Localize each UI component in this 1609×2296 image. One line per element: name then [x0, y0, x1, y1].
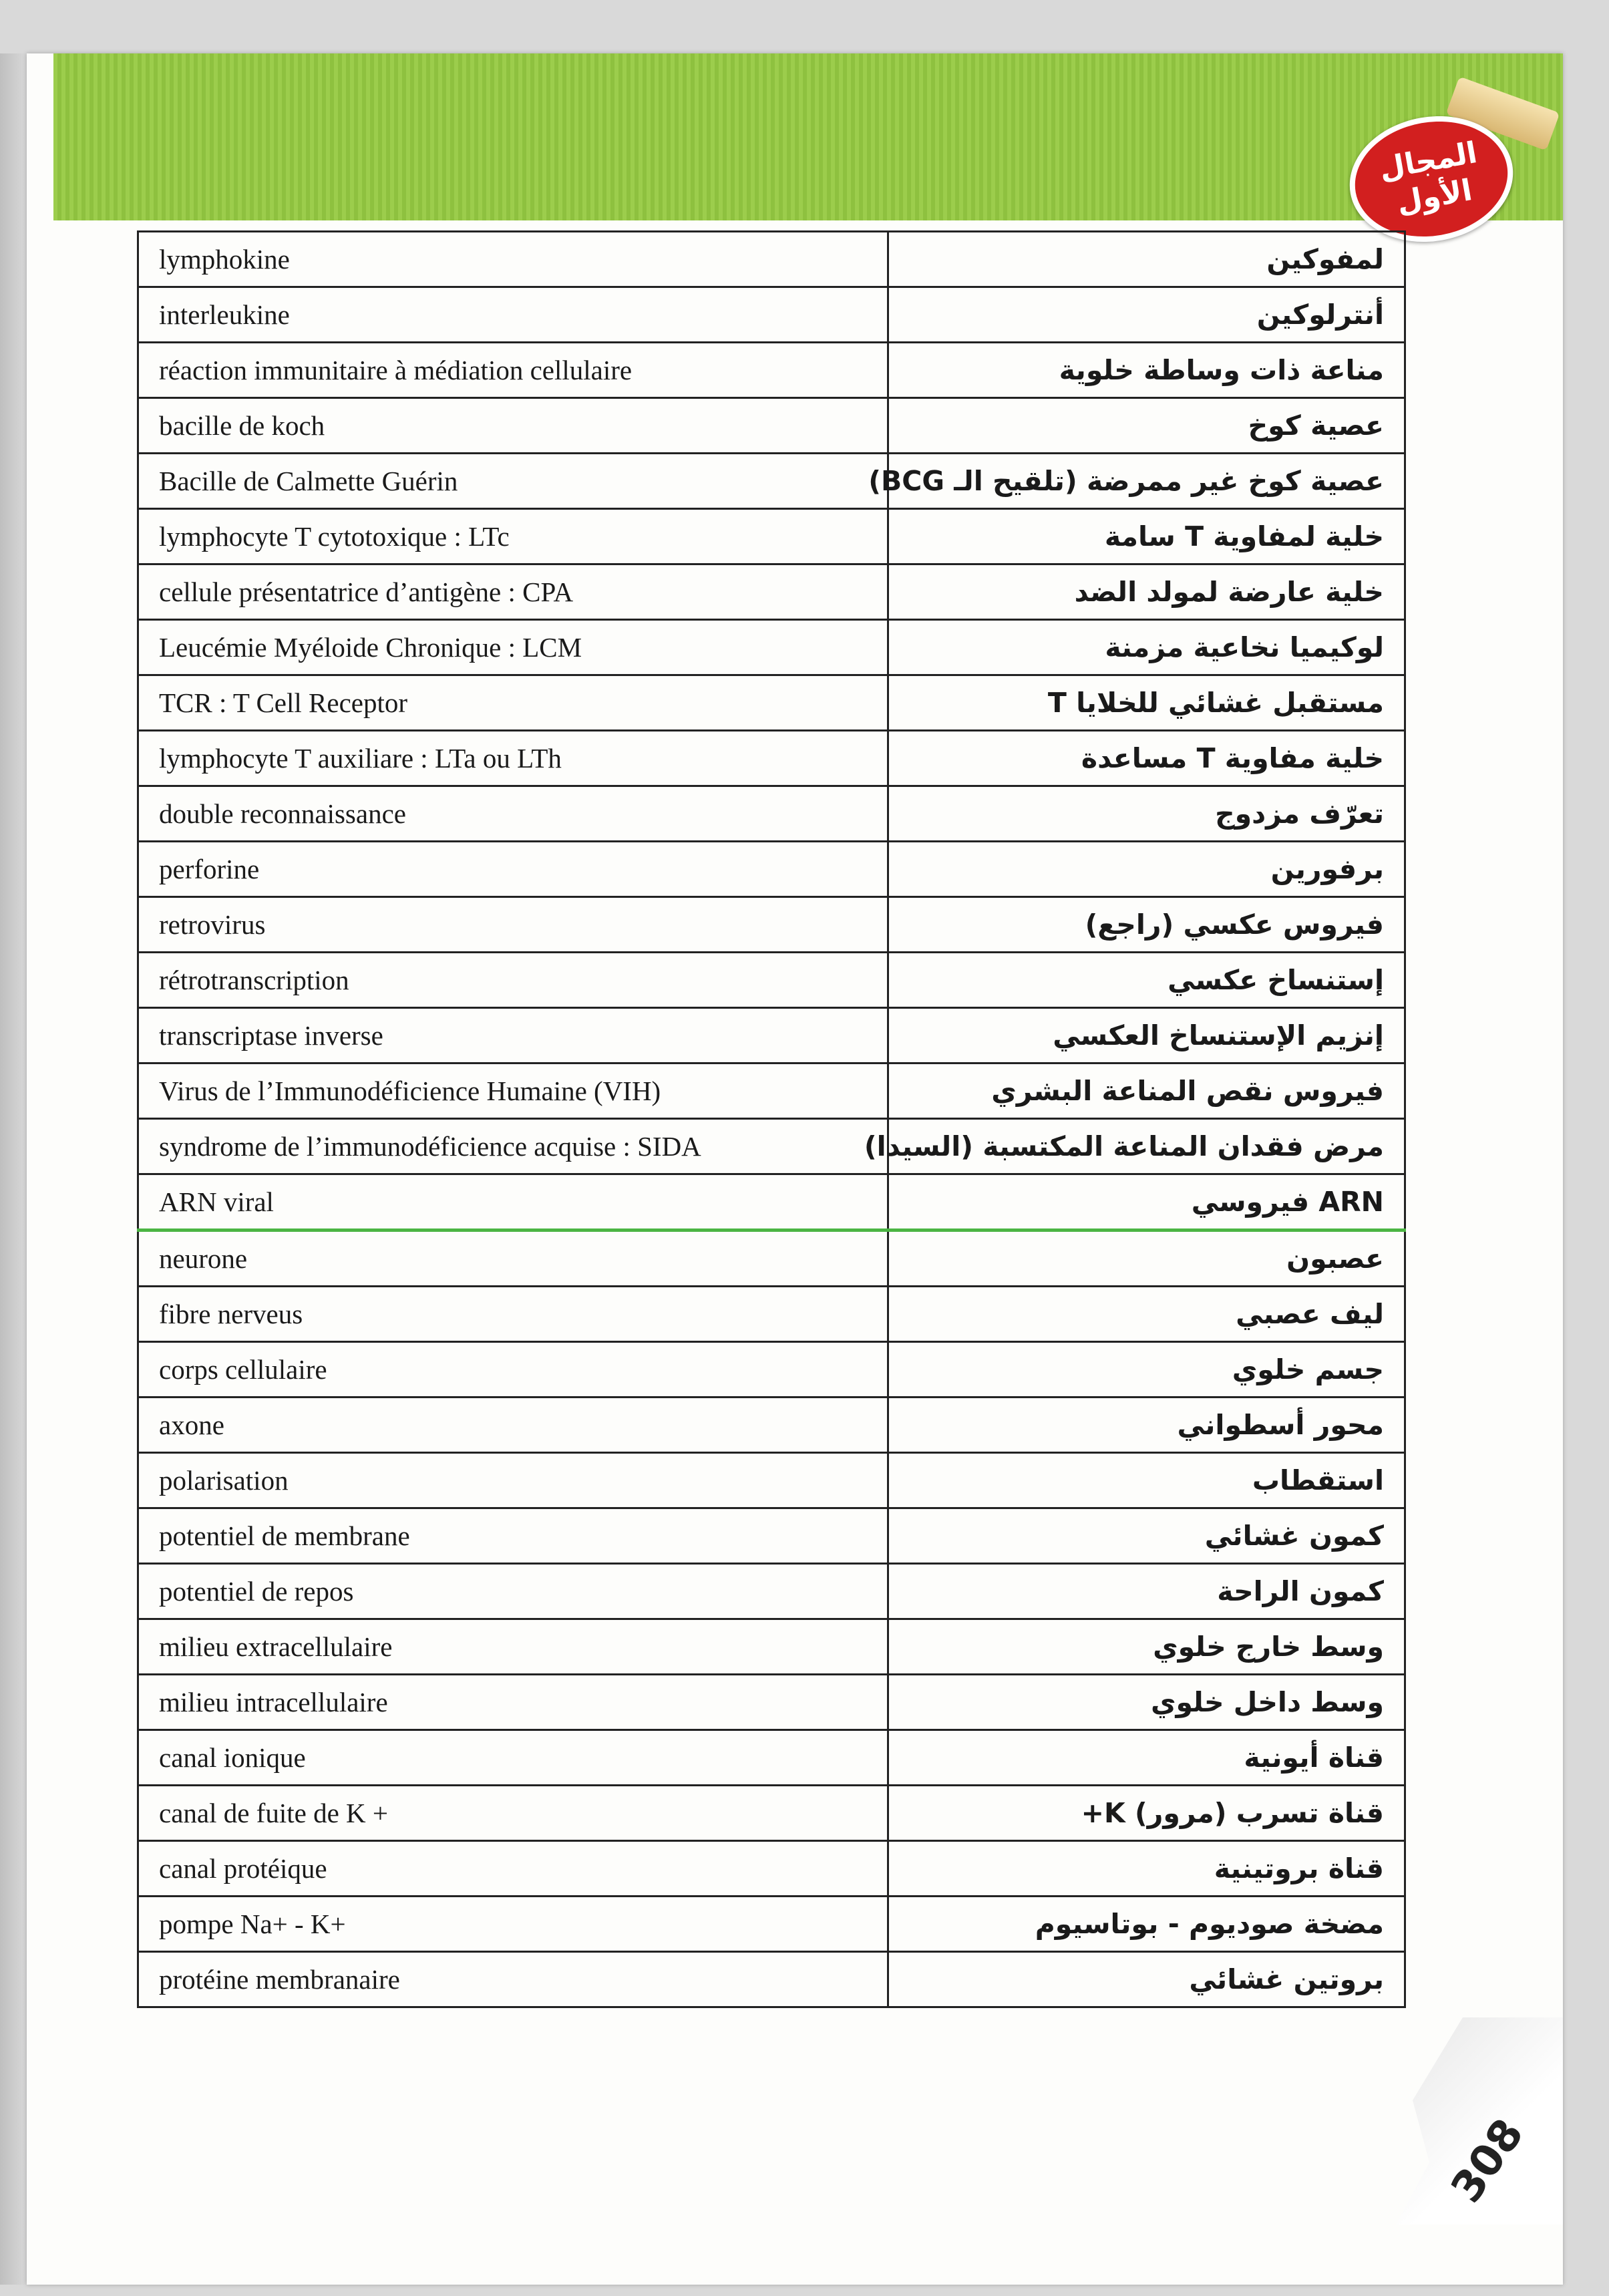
table-row [138, 1453, 1405, 1508]
table-row [138, 343, 1405, 398]
arabic-term: مناعة ذات وساطة خلوية [888, 343, 1405, 398]
table-row [138, 1730, 1405, 1786]
french-term: bacille de koch [138, 398, 888, 454]
french-term: rétrotranscription [138, 953, 888, 1008]
french-term: retrovirus [138, 897, 888, 953]
table-row [138, 398, 1405, 454]
french-term: canal ionique [138, 1730, 888, 1786]
table-row [138, 1063, 1405, 1119]
arabic-term: مضخة صوديوم - بوتاسيوم [888, 1897, 1405, 1952]
arabic-term: قناة تسرب (مرور) K+ [888, 1786, 1405, 1841]
table-row [138, 232, 1405, 287]
arabic-term: عصية كوخ [888, 398, 1405, 454]
badge-line-2: الأول [1394, 173, 1475, 220]
table-row [138, 1231, 1405, 1287]
french-term: milieu intracellulaire [138, 1675, 888, 1730]
arabic-term: خلية مفاوية T مساعدة [888, 731, 1405, 786]
page-number: 308 [1441, 2110, 1534, 2212]
french-term: réaction immunitaire à médiation cellulaire [138, 343, 888, 398]
table-row [138, 620, 1405, 675]
arabic-term: فيروس نقص المناعة البشري [888, 1063, 1405, 1119]
arabic-term: إنزيم الإستنساخ العكسي [888, 1008, 1405, 1063]
arabic-term: وسط داخل خلوي [888, 1675, 1405, 1730]
table-row [138, 1508, 1405, 1564]
table-row [138, 1174, 1405, 1231]
arabic-term: محور أسطواني [888, 1398, 1405, 1453]
french-term: potentiel de repos [138, 1564, 888, 1619]
french-term: lymphocyte T cytotoxique : LTc [138, 509, 888, 564]
table-row [138, 953, 1405, 1008]
table-row [138, 1564, 1405, 1619]
french-term: canal protéique [138, 1841, 888, 1897]
arabic-term: برفورين [888, 842, 1405, 897]
table-row [138, 1008, 1405, 1063]
table-row [138, 731, 1405, 786]
arabic-term: استقطاب [888, 1453, 1405, 1508]
french-term: Leucémie Myéloide Chronique : LCM [138, 620, 888, 675]
arabic-term: مستقبل غشائي للخلايا T [888, 675, 1405, 731]
table-row [138, 1287, 1405, 1342]
french-term: TCR : T Cell Receptor [138, 675, 888, 731]
arabic-term: خلية عارضة لمولد الضد [888, 564, 1405, 620]
table-row [138, 897, 1405, 953]
table-row [138, 1398, 1405, 1453]
arabic-term: إستنساخ عكسي [888, 953, 1405, 1008]
french-term: canal de fuite de K + [138, 1786, 888, 1841]
french-term: axone [138, 1398, 888, 1453]
french-term: Bacille de Calmette Guérin [138, 454, 888, 509]
arabic-term: لوكيميا نخاعية مزمنة [888, 620, 1405, 675]
table-row [138, 1952, 1405, 2007]
arabic-term: فيروس عكسي (راجع) [888, 897, 1405, 953]
badge-line-1: المجال [1377, 135, 1480, 186]
table-row [138, 1119, 1405, 1174]
french-term: pompe Na+ - K+ [138, 1897, 888, 1952]
arabic-term: قناة أيونية [888, 1730, 1405, 1786]
table-row [138, 842, 1405, 897]
french-term: lymphocyte T auxiliare : LTa ou LTh [138, 731, 888, 786]
french-term: syndrome de l’immunodéficience acquise : SIDA [138, 1119, 888, 1174]
french-term: cellule présentatrice d’antigène : CPA [138, 564, 888, 620]
arabic-term: بروتين غشائي [888, 1952, 1405, 2007]
arabic-term: وسط خارج خلوي [888, 1619, 1405, 1675]
vocabulary-table-body [138, 232, 1405, 2007]
french-term: transcriptase inverse [138, 1008, 888, 1063]
arabic-term: عصية كوخ غير ممرضة (تلقيح الـ BCG) [888, 454, 1405, 509]
french-term: protéine membranaire [138, 1952, 888, 2007]
table-row [138, 287, 1405, 343]
french-term: polarisation [138, 1453, 888, 1508]
french-term: perforine [138, 842, 888, 897]
arabic-term: ليف عصبي [888, 1287, 1405, 1342]
french-term: Virus de l’Immunodéficience Humaine (VIH) [138, 1063, 888, 1119]
header-band [53, 53, 1563, 220]
table-row [138, 564, 1405, 620]
french-term: lymphokine [138, 232, 888, 287]
french-term: interleukine [138, 287, 888, 343]
arabic-term: كمون غشائي [888, 1508, 1405, 1564]
table-row [138, 1342, 1405, 1398]
arabic-term: ARN فيروسي [888, 1174, 1405, 1231]
table-row [138, 1897, 1405, 1952]
french-term: milieu extracellulaire [138, 1619, 888, 1675]
arabic-term: مرض فقدان المناعة المكتسبة (السيدا) [888, 1119, 1405, 1174]
french-term: corps cellulaire [138, 1342, 888, 1398]
arabic-term: لمفوكين [888, 232, 1405, 287]
table-row [138, 454, 1405, 509]
arabic-term: عصبون [888, 1231, 1405, 1287]
table-row [138, 1675, 1405, 1730]
arabic-term: أنترلوكين [888, 287, 1405, 343]
vocabulary-table [137, 230, 1406, 2008]
arabic-term: خلية لمفاوية T سامة [888, 509, 1405, 564]
table-row [138, 1786, 1405, 1841]
table-row [138, 509, 1405, 564]
arabic-term: جسم خلوي [888, 1342, 1405, 1398]
table-row [138, 675, 1405, 731]
french-term: ARN viral [138, 1174, 888, 1231]
table-row [138, 786, 1405, 842]
table-row [138, 1841, 1405, 1897]
arabic-term: تعرّف مزدوج [888, 786, 1405, 842]
arabic-term: كمون الراحة [888, 1564, 1405, 1619]
arabic-term: قناة بروتينية [888, 1841, 1405, 1897]
french-term: potentiel de membrane [138, 1508, 888, 1564]
french-term: neurone [138, 1231, 888, 1287]
table-row [138, 1619, 1405, 1675]
french-term: double reconnaissance [138, 786, 888, 842]
french-term: fibre nerveus [138, 1287, 888, 1342]
